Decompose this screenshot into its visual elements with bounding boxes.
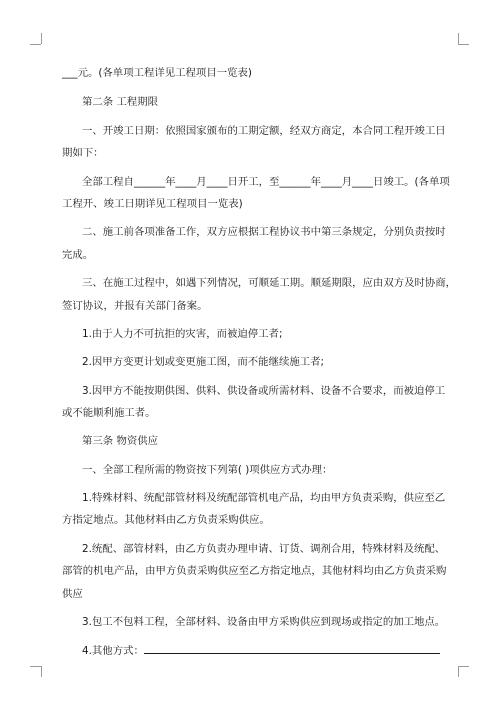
text-line: ___元。(各单项工程详见工程项目一览表) xyxy=(62,67,252,79)
list-item: 2.因甲方变更计划或变更施工图，而不能继续施工者; xyxy=(82,356,325,368)
text-line: 工程开、竣工日期详见工程项目一览表) xyxy=(62,198,243,210)
section-heading: 第三条 物资供应 xyxy=(82,435,159,447)
text-line: 完成。 xyxy=(62,249,94,261)
crop-mark-top-left-v xyxy=(41,33,42,44)
fill-in-blank xyxy=(144,643,440,654)
list-item-label: 4.其他方式： xyxy=(82,645,144,657)
crop-mark-bottom-left-h xyxy=(30,666,41,667)
list-item: 1.特殊材料、统配部管材料及统配部管机电产品，均由甲方负责采购，供应至乙 xyxy=(82,492,446,504)
text-line: 全部工程自______年____月____日开工，至______年____月____日竣工。(各单项 xyxy=(82,176,450,188)
text-line: 签订协议，并报有关部门备案。 xyxy=(62,300,208,312)
crop-mark-top-right-v xyxy=(458,33,459,44)
list-item: 3.包工不包料工程，全部材料、设备由甲方采购供应到现场或指定的加工地点。 xyxy=(82,616,446,628)
section-heading: 第二条 工程期限 xyxy=(82,96,159,108)
list-item: 3.因甲方不能按期供图、供料、供设备或所需材料、设备不合要求，而被迫停工 xyxy=(82,385,446,397)
text-line: 期如下： xyxy=(62,147,104,159)
list-item: 2.统配、部管材料，由乙方负责办理申请、订货、调剂合用，特殊材料及统配、 xyxy=(82,543,446,555)
crop-mark-bottom-right-v xyxy=(458,666,459,677)
crop-mark-top-right-h xyxy=(458,44,469,45)
crop-mark-top-left-h xyxy=(30,44,41,45)
text-line: 一、全部工程所需的物资按下列第( )项供应方式办理： xyxy=(82,464,333,476)
list-item: 1.由于人力不可抗拒的灾害，而被迫停工者; xyxy=(82,328,283,340)
text-line: 方指定地点。其他材料由乙方负责采购供应。 xyxy=(62,514,270,526)
text-line: 或不能顺利施工者。 xyxy=(62,407,156,419)
text-line: 二、施工前各项准备工作，双方应根据工程协议书中第三条规定，分别负责按时 xyxy=(82,226,446,238)
crop-mark-bottom-right-h xyxy=(458,666,469,667)
text-line: 供应 xyxy=(62,588,83,600)
text-line: 三、在施工过程中，如遇下列情况，可顺延工期。顺延期限，应由双方及时协商， xyxy=(82,277,457,289)
list-item xyxy=(82,643,440,658)
text-line: 一、开竣工日期：依照国家颁布的工期定额，经双方商定，本合同工程开竣工日 xyxy=(82,125,446,137)
text-line: 部管的机电产品，由甲方负责采购供应至乙方指定地点，其他材料均由乙方负责采购 xyxy=(62,565,447,577)
crop-mark-bottom-left-v xyxy=(41,666,42,677)
